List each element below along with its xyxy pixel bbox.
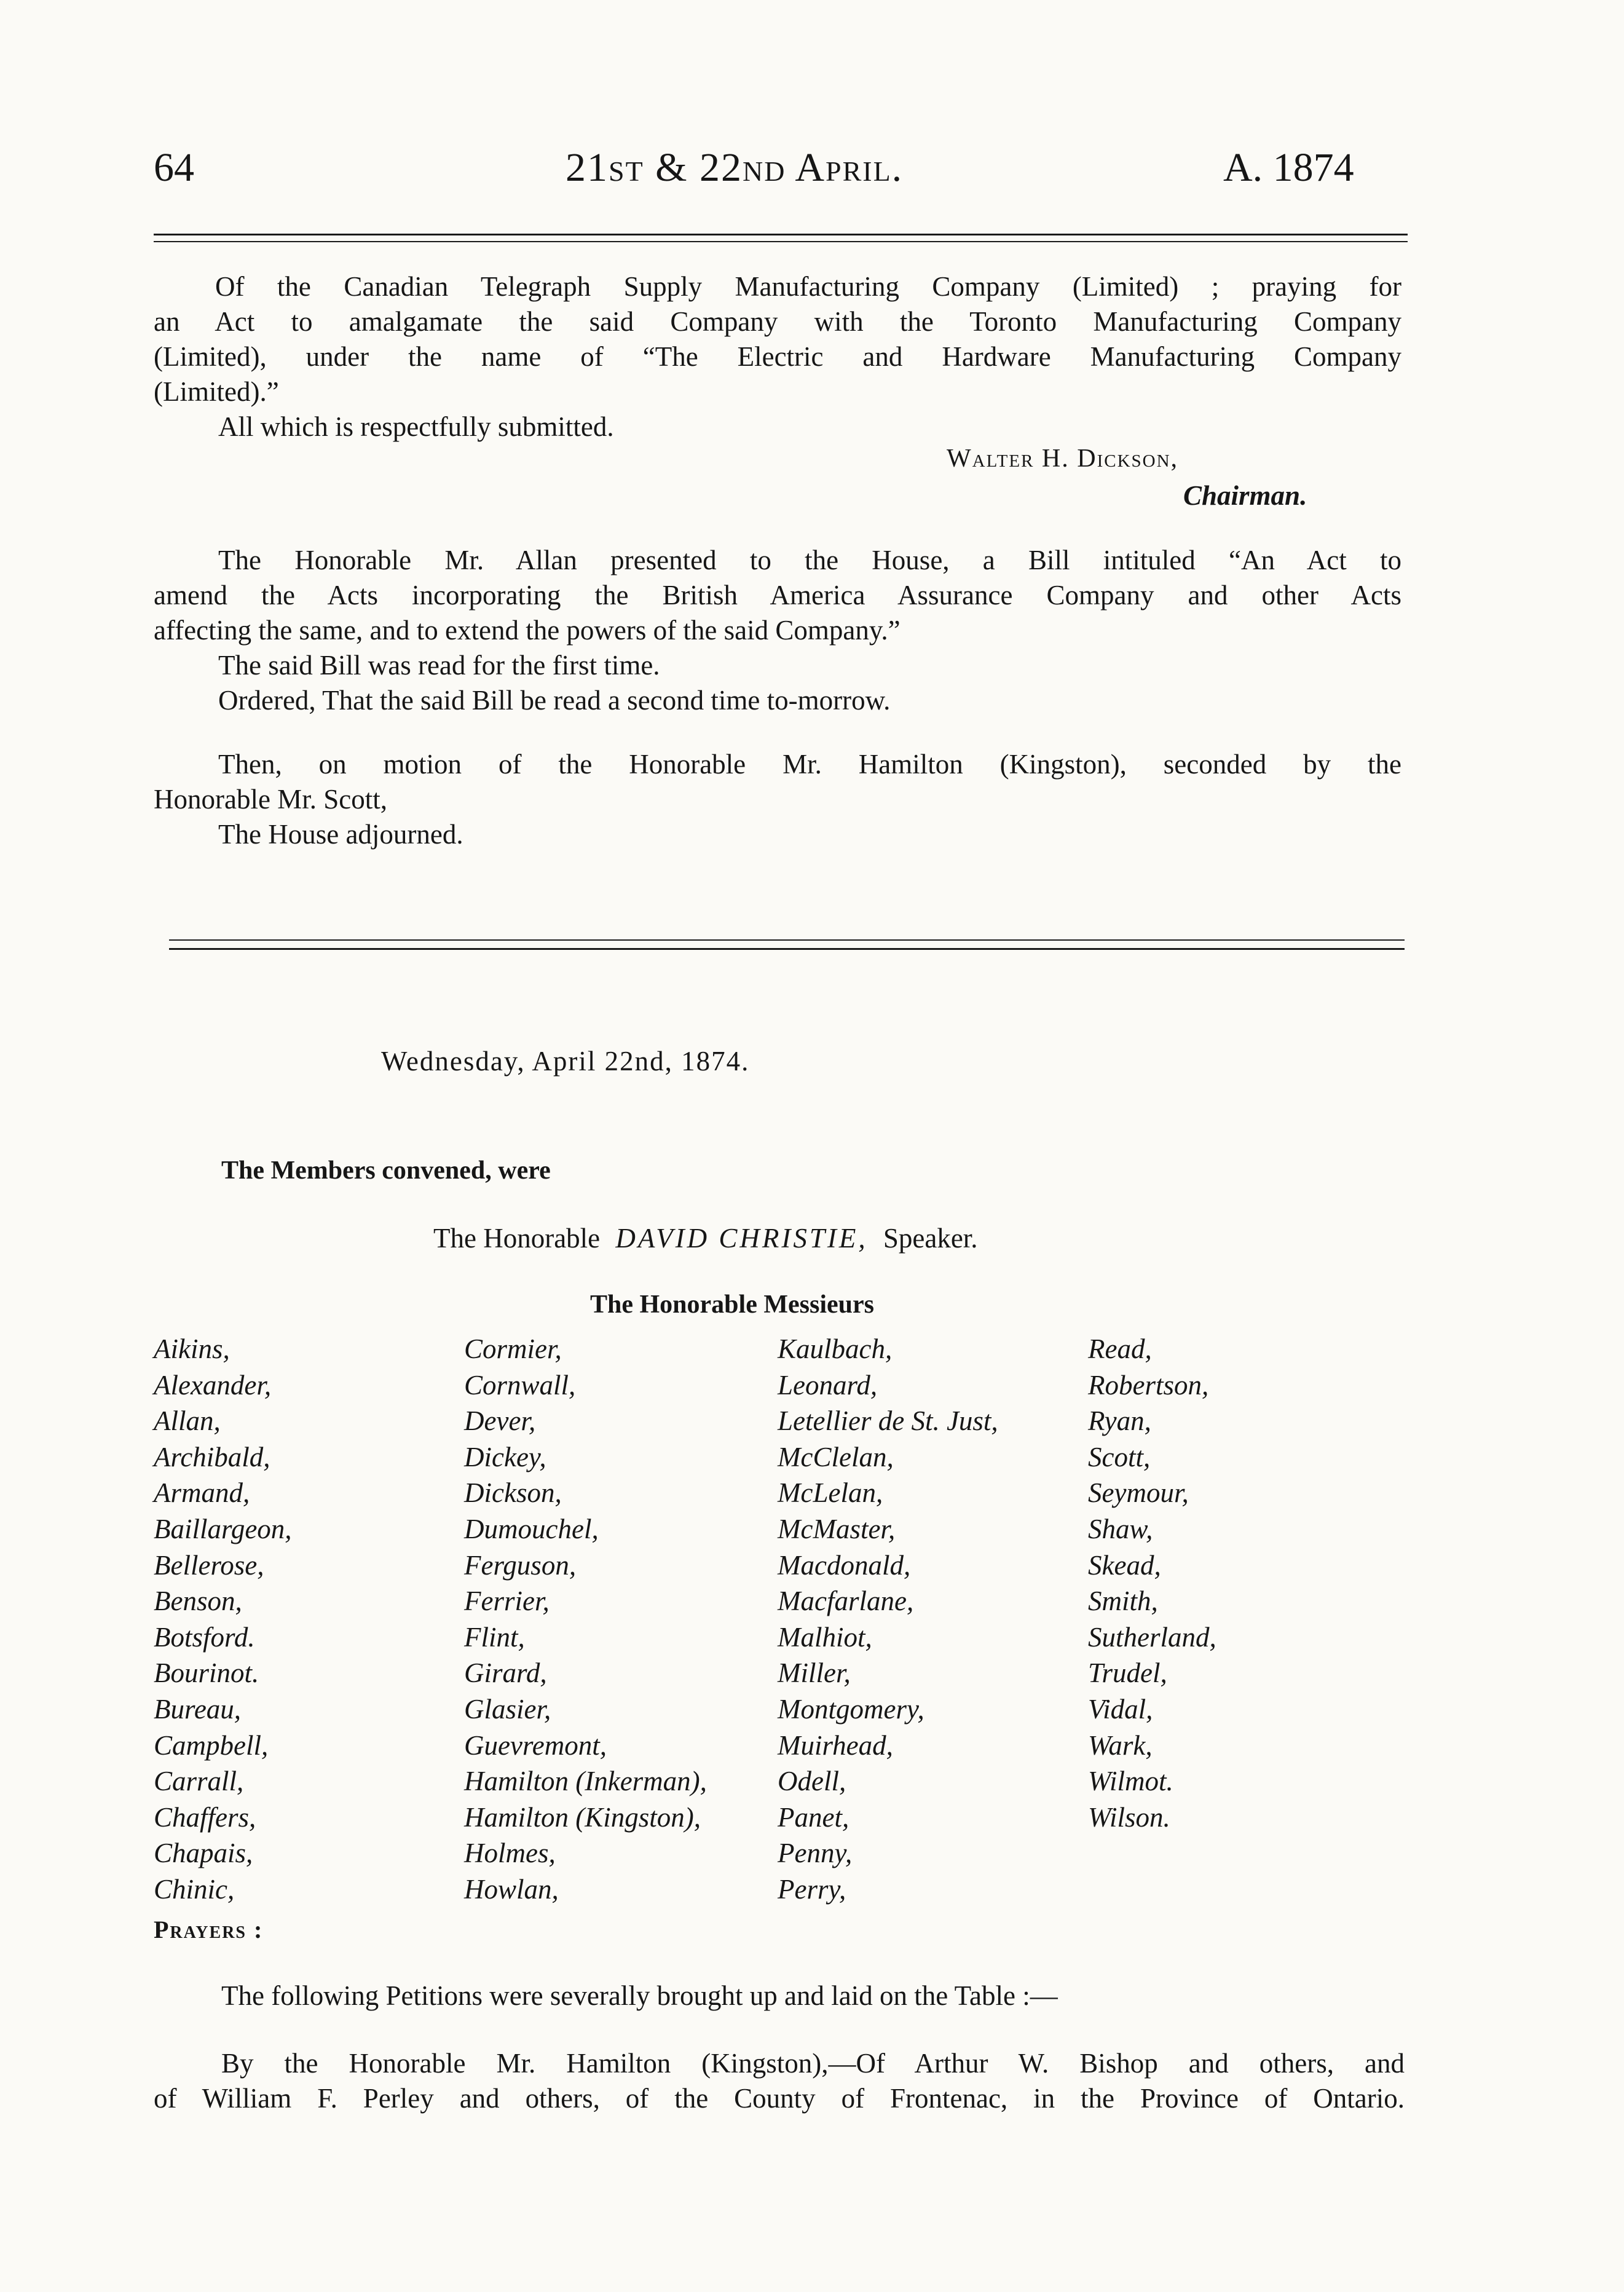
speaker-role: Speaker. <box>883 1223 978 1254</box>
member-name: Wilson. <box>1088 1801 1170 1833</box>
member-name: Shaw, <box>1088 1513 1153 1544</box>
member-name: Campbell, <box>154 1729 269 1761</box>
member-name: Montgomery, <box>778 1693 924 1725</box>
member-name: Ferguson, <box>464 1549 577 1581</box>
member-name: Odell, <box>778 1766 846 1797</box>
member-name: Kaulbach, <box>778 1334 893 1364</box>
member-name: Archibald, <box>154 1441 270 1472</box>
petition-line-2: an Act to amalgamate the said Company with the Toronto Manufacturing Company <box>154 306 1401 337</box>
header-rule-bottom <box>154 241 1408 242</box>
member-name: Scott, <box>1088 1441 1151 1472</box>
speaker-name: DAVID CHRISTIE, <box>615 1223 868 1254</box>
member-name: McLelan, <box>778 1477 883 1509</box>
first-reading-line: The said Bill was read for the first time. <box>218 650 660 681</box>
motion-line-1: Then, on motion of the Honorable Mr. Hamilton (Kingston), seconded by the <box>218 749 1401 780</box>
member-name: Guevremont, <box>464 1729 607 1761</box>
member-name: Ryan, <box>1088 1405 1151 1437</box>
member-name: Botsford. <box>154 1621 255 1653</box>
prayers-heading: Prayers : <box>154 1916 264 1943</box>
member-name: Girard, <box>464 1658 547 1689</box>
member-name: Alexander, <box>154 1369 272 1401</box>
member-name: Hamilton (Inkerman), <box>464 1766 707 1797</box>
petition-line-b: of William F. Perley and others, of the County of Frontenac, in the Province of Ontario. <box>154 2083 1405 2114</box>
header-year: A. 1874 <box>1223 145 1354 190</box>
member-name: McClelan, <box>778 1441 894 1472</box>
member-name: Penny, <box>778 1838 853 1869</box>
member-name: McMaster, <box>778 1513 896 1544</box>
member-name: Cormier, <box>464 1334 562 1364</box>
member-name: Malhiot, <box>778 1621 872 1653</box>
member-name: Leonard, <box>778 1369 878 1401</box>
member-name: Baillargeon, <box>154 1513 292 1544</box>
signature-title: Chairman. <box>1183 480 1307 511</box>
motion-line-2: Honorable Mr. Scott, <box>154 784 387 815</box>
ordered-line: Ordered, That the said Bill be read a second time to-morrow. <box>218 685 891 716</box>
member-name: Bellerose, <box>154 1549 264 1581</box>
member-name: Dumouchel, <box>464 1513 599 1544</box>
members-column-4 <box>1088 1331 1216 1835</box>
member-name: Chinic, <box>154 1873 235 1905</box>
petition-line-4: (Limited).” <box>154 376 279 407</box>
signature-name: Walter H. Dickson, <box>947 445 1179 473</box>
member-name: Dickey, <box>464 1441 546 1472</box>
member-name: Chaffers, <box>154 1801 256 1833</box>
member-name: Flint, <box>464 1621 525 1653</box>
day-title: Wednesday, April 22nd, 1874. <box>381 1046 750 1077</box>
member-name: Wilmot. <box>1088 1766 1173 1797</box>
member-name: Chapais, <box>154 1838 253 1869</box>
petition-line-1: Of the Canadian Telegraph Supply Manufacturing Company (Limited) ; praying for <box>215 271 1401 302</box>
bill-line-3: affecting the same, and to extend the powers of the said Company.” <box>154 615 901 646</box>
member-name: Armand, <box>154 1477 250 1509</box>
petitions-intro: The following Petitions were severally brought up and laid on the Table :— <box>221 1980 1058 2011</box>
member-name: Read, <box>1088 1334 1152 1364</box>
member-name: Bureau, <box>154 1693 242 1725</box>
messieurs-heading: The Honorable Messieurs <box>590 1290 874 1319</box>
member-name: Macdonald, <box>778 1549 911 1581</box>
petition-line-a: By the Honorable Mr. Hamilton (Kingston),—Of Arthur W. Bishop and others, and <box>221 2048 1405 2079</box>
member-name: Bourinot. <box>154 1658 259 1689</box>
page-number: 64 <box>154 145 194 190</box>
bill-line-2: amend the Acts incorporating the British America Assurance Company and other Acts <box>154 580 1401 611</box>
members-convened: The Members convened, were <box>221 1156 551 1185</box>
member-name: Sutherland, <box>1088 1621 1216 1653</box>
member-name: Benson, <box>154 1586 242 1617</box>
member-name: Hamilton (Kingston), <box>464 1801 701 1833</box>
member-name: Holmes, <box>464 1838 556 1869</box>
section-rule-bottom <box>169 948 1405 950</box>
members-column-3 <box>778 1331 998 1908</box>
bill-line-1: The Honorable Mr. Allan presented to the House, a Bill intituled “An Act to <box>218 545 1401 575</box>
member-name: Allan, <box>154 1405 221 1437</box>
member-name: Macfarlane, <box>778 1586 914 1617</box>
members-column-2 <box>464 1331 707 1908</box>
member-name: Panet, <box>778 1801 849 1833</box>
member-name: Miller, <box>778 1658 851 1689</box>
section-rule-top <box>169 939 1405 941</box>
member-name: Wark, <box>1088 1729 1153 1761</box>
member-name: Howlan, <box>464 1873 559 1905</box>
member-name: Dickson, <box>464 1477 562 1509</box>
member-name: Perry, <box>778 1873 846 1905</box>
member-name: Dever, <box>464 1405 536 1437</box>
adjourned-line: The House adjourned. <box>218 819 463 850</box>
member-name: Trudel, <box>1088 1658 1167 1689</box>
member-name: Ferrier, <box>464 1586 550 1617</box>
member-name: Skead, <box>1088 1549 1161 1581</box>
member-name: Smith, <box>1088 1586 1158 1617</box>
member-name: Glasier, <box>464 1693 551 1725</box>
speaker-line <box>433 1222 978 1254</box>
page-header <box>0 144 1624 200</box>
member-name: Cornwall, <box>464 1369 576 1401</box>
member-name: Vidal, <box>1088 1693 1153 1725</box>
member-name: Aikins, <box>154 1334 230 1364</box>
member-name: Robertson, <box>1088 1369 1209 1401</box>
header-rule-top <box>154 234 1408 235</box>
member-name: Seymour, <box>1088 1477 1189 1509</box>
member-name: Muirhead, <box>778 1729 893 1761</box>
members-column-1 <box>154 1331 292 1908</box>
member-name: Letellier de St. Just, <box>778 1405 998 1437</box>
speaker-prefix: The Honorable <box>433 1223 601 1254</box>
member-name: Carrall, <box>154 1766 244 1797</box>
petition-line-3: (Limited), under the name of “The Electric and Hardware Manufacturing Company <box>154 341 1401 372</box>
header-date: 21st & 22nd April. <box>566 145 904 190</box>
submitted-line: All which is respectfully submitted. <box>218 411 614 442</box>
